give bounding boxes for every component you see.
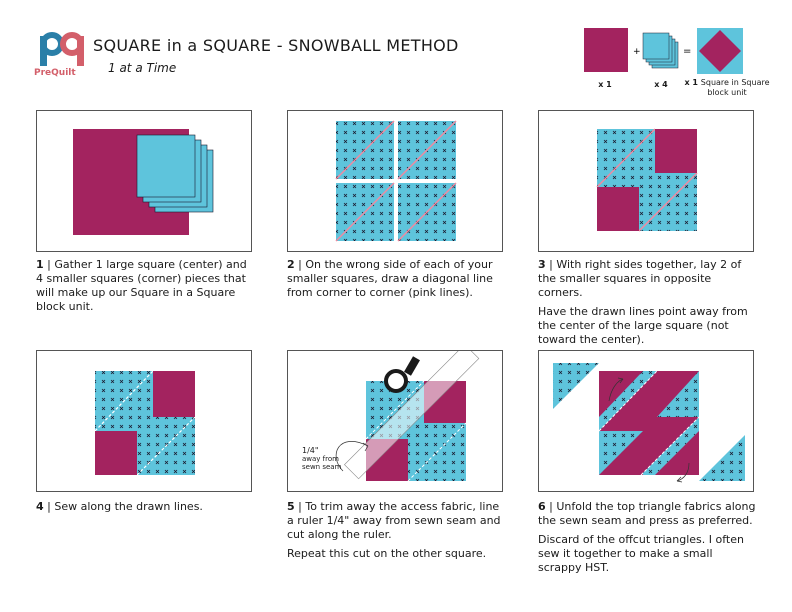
step-3-text: With right sides together, lay 2 of the smaller squares in opposite corners. xyxy=(538,258,742,299)
step-3-extra: Have the drawn lines point away from the center of the large square (not toward the center). xyxy=(538,305,748,346)
step-5-text: To trim away the access fabric, line a ruler 1/4" away from sewn seam and cut along the ruler. xyxy=(287,500,501,541)
step-4-illustration xyxy=(36,350,252,492)
step-2-number: 2 xyxy=(287,258,295,271)
annotation-line-2: away from xyxy=(302,455,339,463)
result-qty: x 1 xyxy=(684,78,698,87)
step-6-caption: 6 | Unfold the top triangle fabrics along the sewn seam and press as preferred. Discard of the offcut triangles. I often sew it together to make a small scrappy HST. xyxy=(538,500,756,574)
step-1-text: Gather 1 large square (center) and 4 smaller squares (corner) pieces that will make up our Square in a Square block unit. xyxy=(36,258,247,313)
page-subtitle: 1 at a Time xyxy=(108,61,177,75)
annotation-line-3: sewn seam xyxy=(302,463,342,471)
step-3-caption: 3 | With right sides together, lay 2 of the smaller squares in opposite corners. Have the drawn lines point away from the center of the large square (not toward the center). xyxy=(538,258,756,352)
step-5-extra: Repeat this cut on the other square. xyxy=(287,547,487,560)
result-label-2: block unit xyxy=(707,88,747,97)
prequilt-logo xyxy=(38,30,88,70)
small-squares-swatch xyxy=(643,33,678,68)
step-4-text: Sew along the drawn lines. xyxy=(54,500,203,513)
step-5-number: 5 xyxy=(287,500,295,513)
step-6-text: Unfold the top triangle fabrics along the sewn seam and press as preferred. xyxy=(538,500,756,527)
step-4-caption: 4 | Sew along the drawn lines. xyxy=(36,500,203,513)
page-title: SQUARE in a SQUARE - SNOWBALL METHOD xyxy=(93,36,459,55)
result-label xyxy=(684,78,770,98)
step-1-illustration xyxy=(36,110,252,252)
step-1-number: 1 xyxy=(36,258,44,271)
step-2-text: On the wrong side of each of your smaller squares, draw a diagonal line from corner to corner (pink lines). xyxy=(287,258,493,299)
step-4-number: 4 xyxy=(36,500,44,513)
materials-summary xyxy=(580,26,770,110)
quarter-inch-annotation xyxy=(302,447,341,471)
small-qty: x 4 xyxy=(654,80,668,89)
annotation-line-1: 1/4" xyxy=(302,446,319,455)
step-2-caption: 2 | On the wrong side of each of your smaller squares, draw a diagonal line from corner to corner (pink lines). xyxy=(287,258,493,299)
step-1-caption: 1 | Gather 1 large square (center) and 4 smaller squares (corner) pieces that will make up our Square in a Square block unit. xyxy=(36,258,247,313)
brand-name: PreQuilt xyxy=(34,68,76,78)
step-5-illustration xyxy=(287,350,503,492)
result-block-swatch xyxy=(697,28,743,74)
step-3-illustration xyxy=(538,110,754,252)
plus-sign: + xyxy=(633,47,641,57)
step-6-illustration xyxy=(538,350,754,492)
step-2-illustration xyxy=(287,110,503,252)
result-label-1: Square in Square xyxy=(700,78,770,87)
equals-sign: = xyxy=(683,46,692,57)
step-5-caption: 5 | To trim away the access fabric, line a ruler 1/4" away from sewn seam and cut along the ruler. Repeat this cut on the other square. xyxy=(287,500,505,566)
large-qty: x 1 xyxy=(598,80,612,89)
step-6-extra: Discard of the offcut triangles. I often sew it together to make a small scrappy HST. xyxy=(538,533,744,574)
step-6-number: 6 xyxy=(538,500,546,513)
large-square-swatch xyxy=(584,28,628,72)
step-3-number: 3 xyxy=(538,258,546,271)
